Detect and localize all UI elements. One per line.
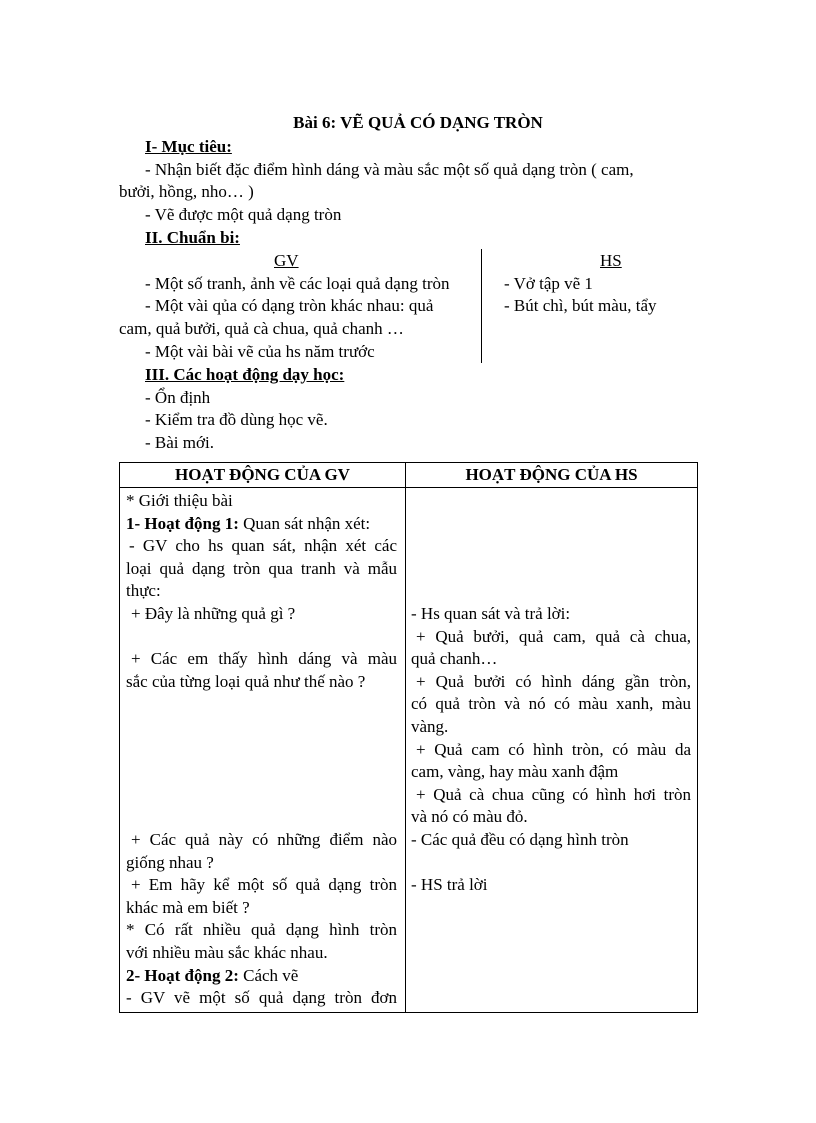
hs-line: có quả tròn và nó có màu xanh, màu [411, 694, 691, 713]
gv-line: + Đây là những quả gì ? [131, 604, 296, 623]
objective-line: - Vẽ được một quả dạng tròn [145, 205, 342, 224]
section-objectives-heading: I- Mục tiêu: [145, 137, 232, 156]
gv-line: * Có rất nhiều quả dạng hình tròn [126, 920, 397, 939]
gv-label: GV [274, 251, 299, 270]
gv-line: - GV vẽ một số quả dạng tròn đơn [126, 988, 397, 1007]
hs-line: vàng. [411, 717, 449, 736]
hs-line: - Các quả đều có dạng hình tròn [411, 830, 629, 849]
gv-activity-2-line [126, 965, 298, 987]
activity-2-label: 2- Hoạt động 2: [126, 966, 239, 985]
gv-line: giống nhau ? [126, 853, 214, 872]
gv-line: sắc của từng loại quả như thế nào ? [126, 672, 366, 691]
gv-line: + Các em thấy hình dáng và màu [131, 649, 397, 668]
hs-line: + Quả cà chua cũng có hình hơi tròn [416, 785, 691, 804]
section-activities-heading: III. Các hoạt động dạy học: [145, 365, 345, 384]
column-header-hs: HOẠT ĐỘNG CỦA HS [406, 463, 698, 488]
column-header-gv: HOẠT ĐỘNG CỦA GV [120, 463, 406, 488]
hs-line: quả chanh… [411, 649, 498, 668]
gv-activities-cell [120, 488, 406, 1013]
gv-line: khác mà em biết ? [126, 898, 250, 917]
hs-line: + Quả cam có hình tròn, có màu da [416, 740, 691, 759]
section-preparation-heading: II. Chuẩn bi: [145, 228, 240, 247]
objective-line: - Nhận biết đặc điểm hình dáng và màu sắc một số quả dạng tròn ( cam, [145, 160, 634, 179]
prep-divider [481, 249, 482, 363]
gv-activity-1-line [126, 513, 370, 535]
hs-line: - HS trả lời [411, 875, 488, 894]
hs-line: + Quả bưởi có hình dáng gần tròn, [416, 672, 691, 691]
hs-line: + Quả bưởi, quả cam, quả cà chua, [416, 627, 691, 646]
gv-line: + Các quả này có những điểm nào [131, 830, 397, 849]
gv-prep-line: - Một vài qủa có dạng tròn khác nhau: quả [145, 296, 434, 315]
hs-line: cam, vàng, hay màu xanh đậm [411, 762, 619, 781]
activity-1-label: 1- Hoạt động 1: [126, 514, 239, 533]
activity-1-text: Quan sát nhận xét: [238, 514, 371, 533]
activity-line: - Ổn định [145, 388, 211, 407]
hs-line: - Hs quan sát và trả lời: [411, 604, 571, 623]
hs-activities-cell [406, 488, 698, 1013]
hs-prep-line: - Bút chì, bút màu, tẩy [504, 296, 657, 315]
hs-line: và nó có màu đỏ. [411, 807, 528, 826]
activity-2-text: Cách vẽ [238, 966, 299, 985]
gv-line: * Giới thiệu bài [126, 491, 233, 510]
gv-prep-line: - Một vài bài vẽ của hs năm trước [145, 342, 375, 361]
gv-line: với nhiều màu sắc khác nhau. [126, 943, 328, 962]
gv-line: - GV cho hs quan sát, nhận xét các [129, 536, 397, 555]
activity-line: - Kiểm tra đồ dùng học vẽ. [145, 410, 328, 429]
page-title: Bài 6: VẼ QUẢ CÓ DẠNG TRÒN [293, 113, 543, 132]
activity-line: - Bài mới. [145, 433, 214, 452]
gv-line: thực: [126, 581, 161, 600]
objective-line: bưởi, hồng, nho… ) [119, 182, 254, 201]
gv-line: loại quả dạng tròn qua tranh và mẫu [126, 559, 397, 578]
activities-table [119, 462, 698, 1013]
gv-prep-line: cam, quả bưởi, quả cà chua, quả chanh … [119, 319, 404, 338]
gv-line: + Em hãy kể một số quả dạng tròn [131, 875, 397, 894]
hs-label: HS [600, 251, 622, 270]
hs-prep-line: - Vở tập vẽ 1 [504, 274, 593, 293]
gv-prep-line: - Một số tranh, ảnh về các loại quả dạng tròn [145, 274, 450, 293]
